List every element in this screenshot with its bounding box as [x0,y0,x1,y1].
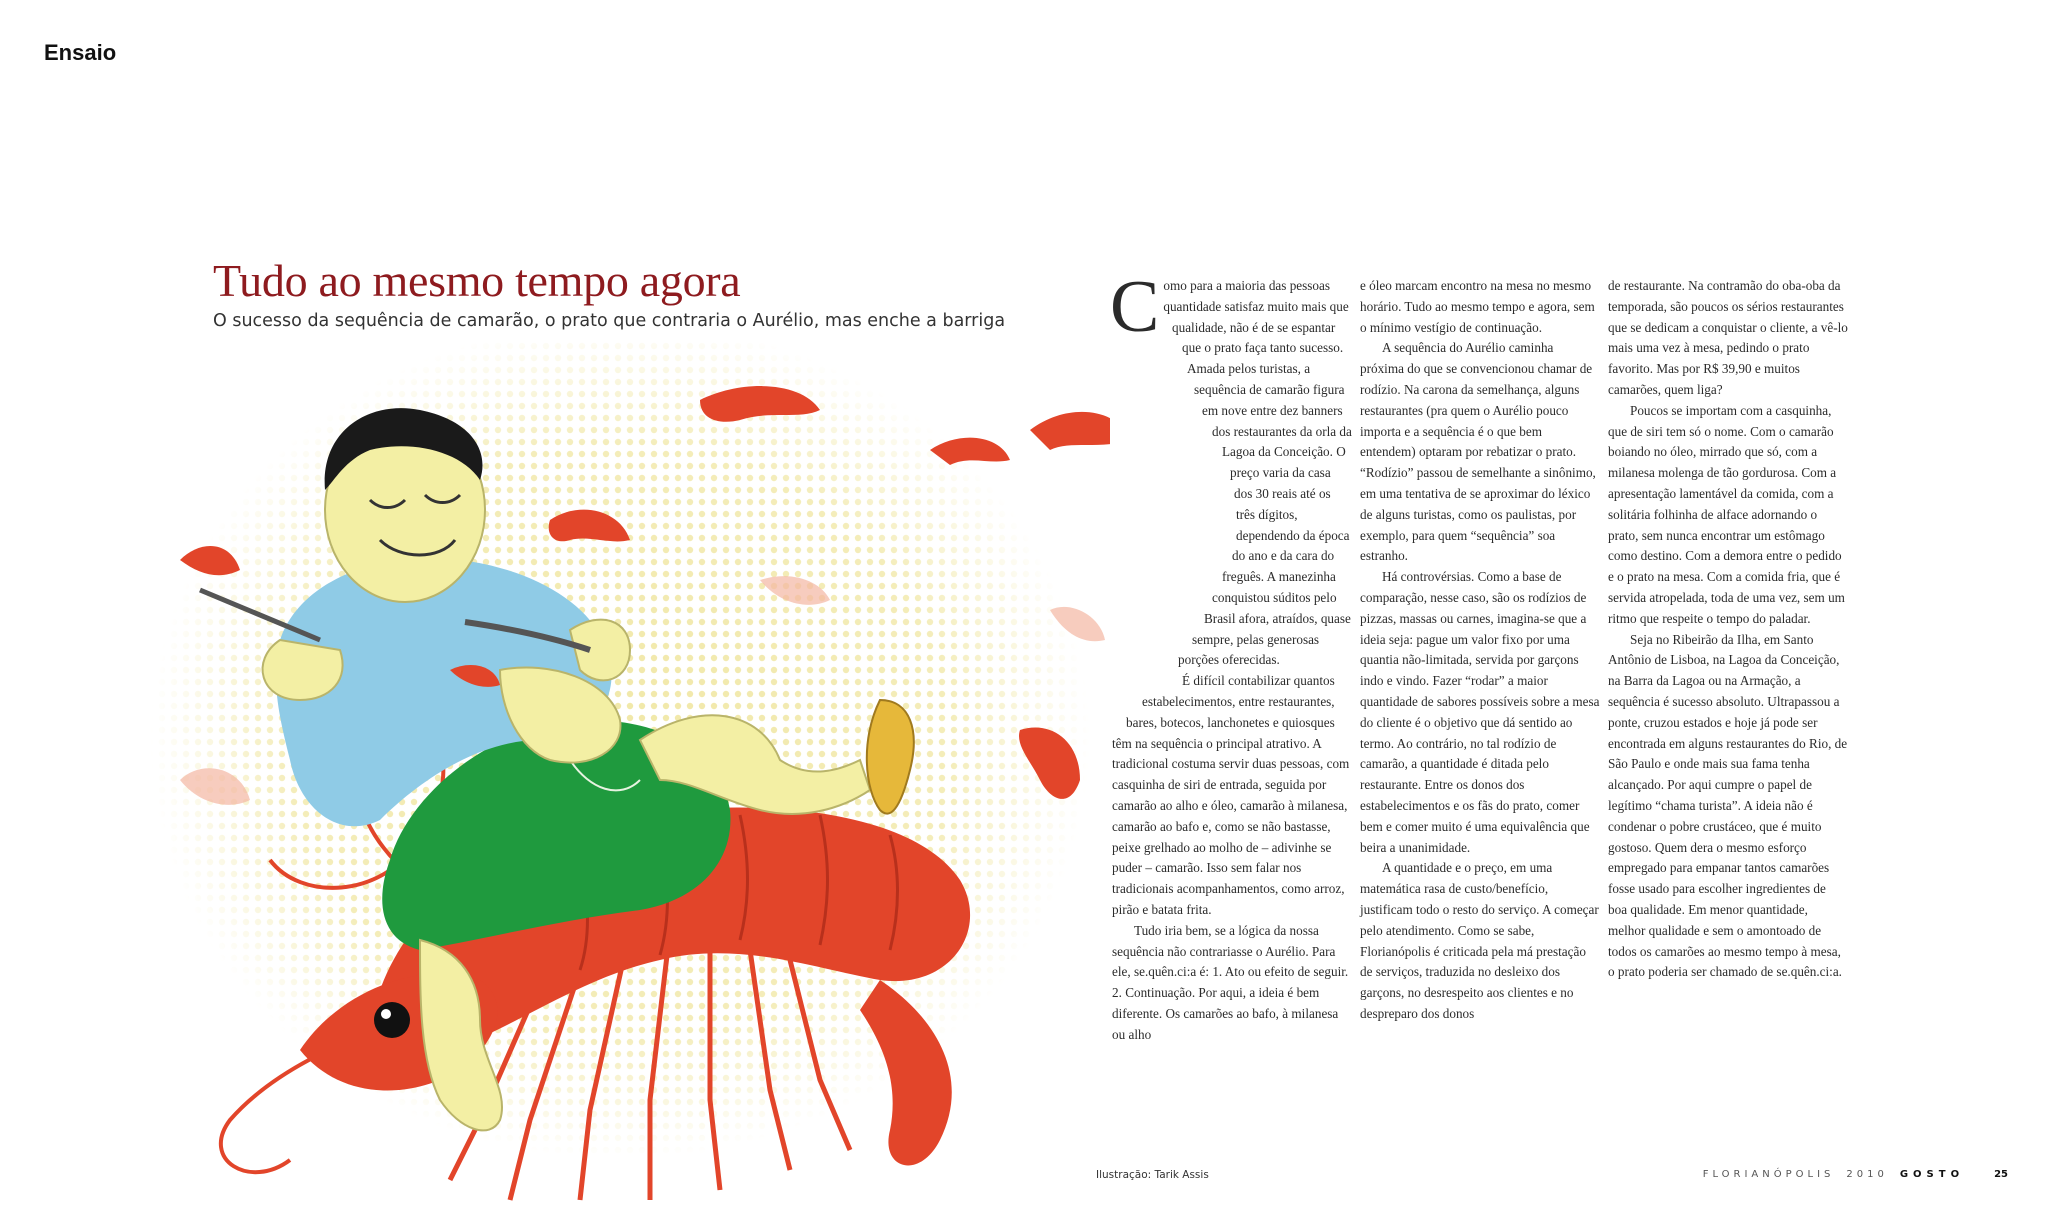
paragraph: A sequência do Aurélio caminha próxima do que se convencionou chamar de rodízio. Na carona da semelhança, alguns restaurantes (pra quem o Aurélio pouco importa e a sequência é o que bem entendem) optaram por rebatizar o prato. “Rodízio” passou de semelhante a sinônimo, em uma tentativa de se aproximar do léxico de alguns turistas, como os paulistas, por exemplo, para quem “sequência” soa estranho. [1360,340,1596,564]
folio-city: FLORIANÓPOLIS [1702,1169,1835,1180]
paragraph: É difícil contabilizar quantos estabelecimentos, entre restaurantes, bares, botecos, lanchonetes e quiosques têm na sequência o principal atrativo. A tradicional costuma servir duas pessoas, com casquinha de siri de entrada, seguida por camarão ao alho e óleo, camarão à milanesa, camarão ao bafo e, como se não bastasse, peixe grelhado ao molho de – adivinhe se puder – camarão. Isso sem falar nos tradicionais acompanhamentos, como arroz, pirão e batata frita. [1112,673,1350,917]
dropcap: C [1110,266,1160,348]
section-label: Ensaio [44,40,117,65]
folio-magazine: GOSTO [1899,1169,1965,1180]
paragraph: Há controvérsias. Como a base de comparação, nesse caso, são os rodízios de pizzas, massas ou carnes, imagina-se que a ideia seja: pague um valor fixo por uma quantia não-limitada, servida por garçons indo e vindo. Fazer “rodar” a maior quantidade de sabores possíveis sobre a mesa do cliente é o objetivo que dá sentido ao termo. Ao contrário, no tal rodízio de camarão, a quantidade é ditada pelo restaurante. Entre os donos dos estabelecimentos e os fãs do prato, comer bem e comer muito é uma equivalência que beira a unanimidade. [1360,569,1600,855]
paragraph: Tudo iria bem, se a lógica da nossa sequência não contrariasse o Aurélio. Para ele, se.quên.ci:a é: 1. Ato ou efeito de seguir. 2. Continuação. Por aqui, a ideia é bem diferente. Os camarões ao bafo, à milanesa ou alho [1112,922,1349,1042]
paragraph: Poucos se importam com a casquinha, que de siri tem só o nome. Com o camarão boiando no óleo, mirrado que só, com a milanesa molenga de tão gordurosa. Com a apresentação lamentável da comida, com a solitária folhinha de alface adornando o prato, sem nunca encontrar um estômago como destino. Com a demora entre o pedido e o prato na mesa. Com a comida fria, que é servida atropelada, toda de uma vez, sem um ritmo que respeite o tempo do paladar. [1608,402,1845,626]
article-subtitle: O sucesso da sequência de camarão, o prato que contraria o Aurélio, mas enche a barriga [213,311,1006,331]
page-number: 25 [1994,1169,2008,1180]
shrimp-illustration [120,340,1110,1220]
paragraph: de restaurante. Na contramão do oba-oba da temporada, são poucos os sérios restaurantes que se dedicam a conquistar o cliente, a vê-lo mais uma vez à mesa, pedindo o prato favorito. Mas por R$ 39,90 e muitos camarões, quem liga? [1608,278,1848,397]
paragraph: e óleo marcam encontro na mesa no mesmo horário. Tudo ao mesmo tempo e agora, sem o mínimo vestígio de continuação. [1360,278,1595,335]
shrimp-eye [374,1002,410,1038]
folio-year: 2010 [1846,1169,1888,1180]
article-column-3 [1608,276,1848,983]
man-arm [263,640,343,700]
article-column-1 [1110,266,1352,1045]
article-column-2 [1360,276,1600,1025]
page-folio [1703,1169,2008,1180]
article-headline: Tudo ao mesmo tempo agora [213,255,741,306]
paragraph: Seja no Ribeirão da Ilha, em Santo Antônio de Lisboa, na Lagoa da Conceição, na Barra da Lagoa ou na Armação, a sequência é sucesso absoluto. Ultrapassou a ponte, cruzou estados e hoje já pode ser encontrada em alguns restaurantes do Rio, de São Paulo e onde mais sua fama tenha alcançado. Por aqui cumpre o papel de legítimo “chama turista”. A ideia não é condenar o pobre crustáceo, que é muito gostoso. Quem dera o mesmo esforço empregado para empanar tantos camarões fosse usado para escolher ingredientes de boa qualidade. Em menor quantidade, melhor qualidade e sem o amontoado de todos os camarões ao mesmo tempo à mesa, o prato poderia ser chamado de se.quên.ci:a. [1608,631,1848,980]
illustration-credit: Ilustração: Tarik Assis [1096,1169,1209,1181]
paragraph: omo para a maioria das pessoas quantidade satisfaz muito mais que qualidade, não é de se espantar que o prato faça tanto sucesso. Amada pelos turistas, a sequência de camarão figura em nove entre dez banners dos restaurantes da orla da Lagoa da Conceição. O preço varia da casa dos 30 reais até os três dígitos, dependendo da época do ano e da cara do freguês. A manezinha conquistou súditos pelo Brasil afora, atraídos, quase sempre, pelas generosas porções oferecidas. [1163,278,1352,668]
paragraph: A quantidade e o preço, em uma matemática rasa de custo/benefício, justificam todo o resto do serviço. A começar pelo atendimento. Como se sabe, Florianópolis é criticada pela má prestação de serviços, traduzida no desleixo dos garçons, no desrespeito aos clientes e no despreparo dos donos [1360,860,1599,1021]
